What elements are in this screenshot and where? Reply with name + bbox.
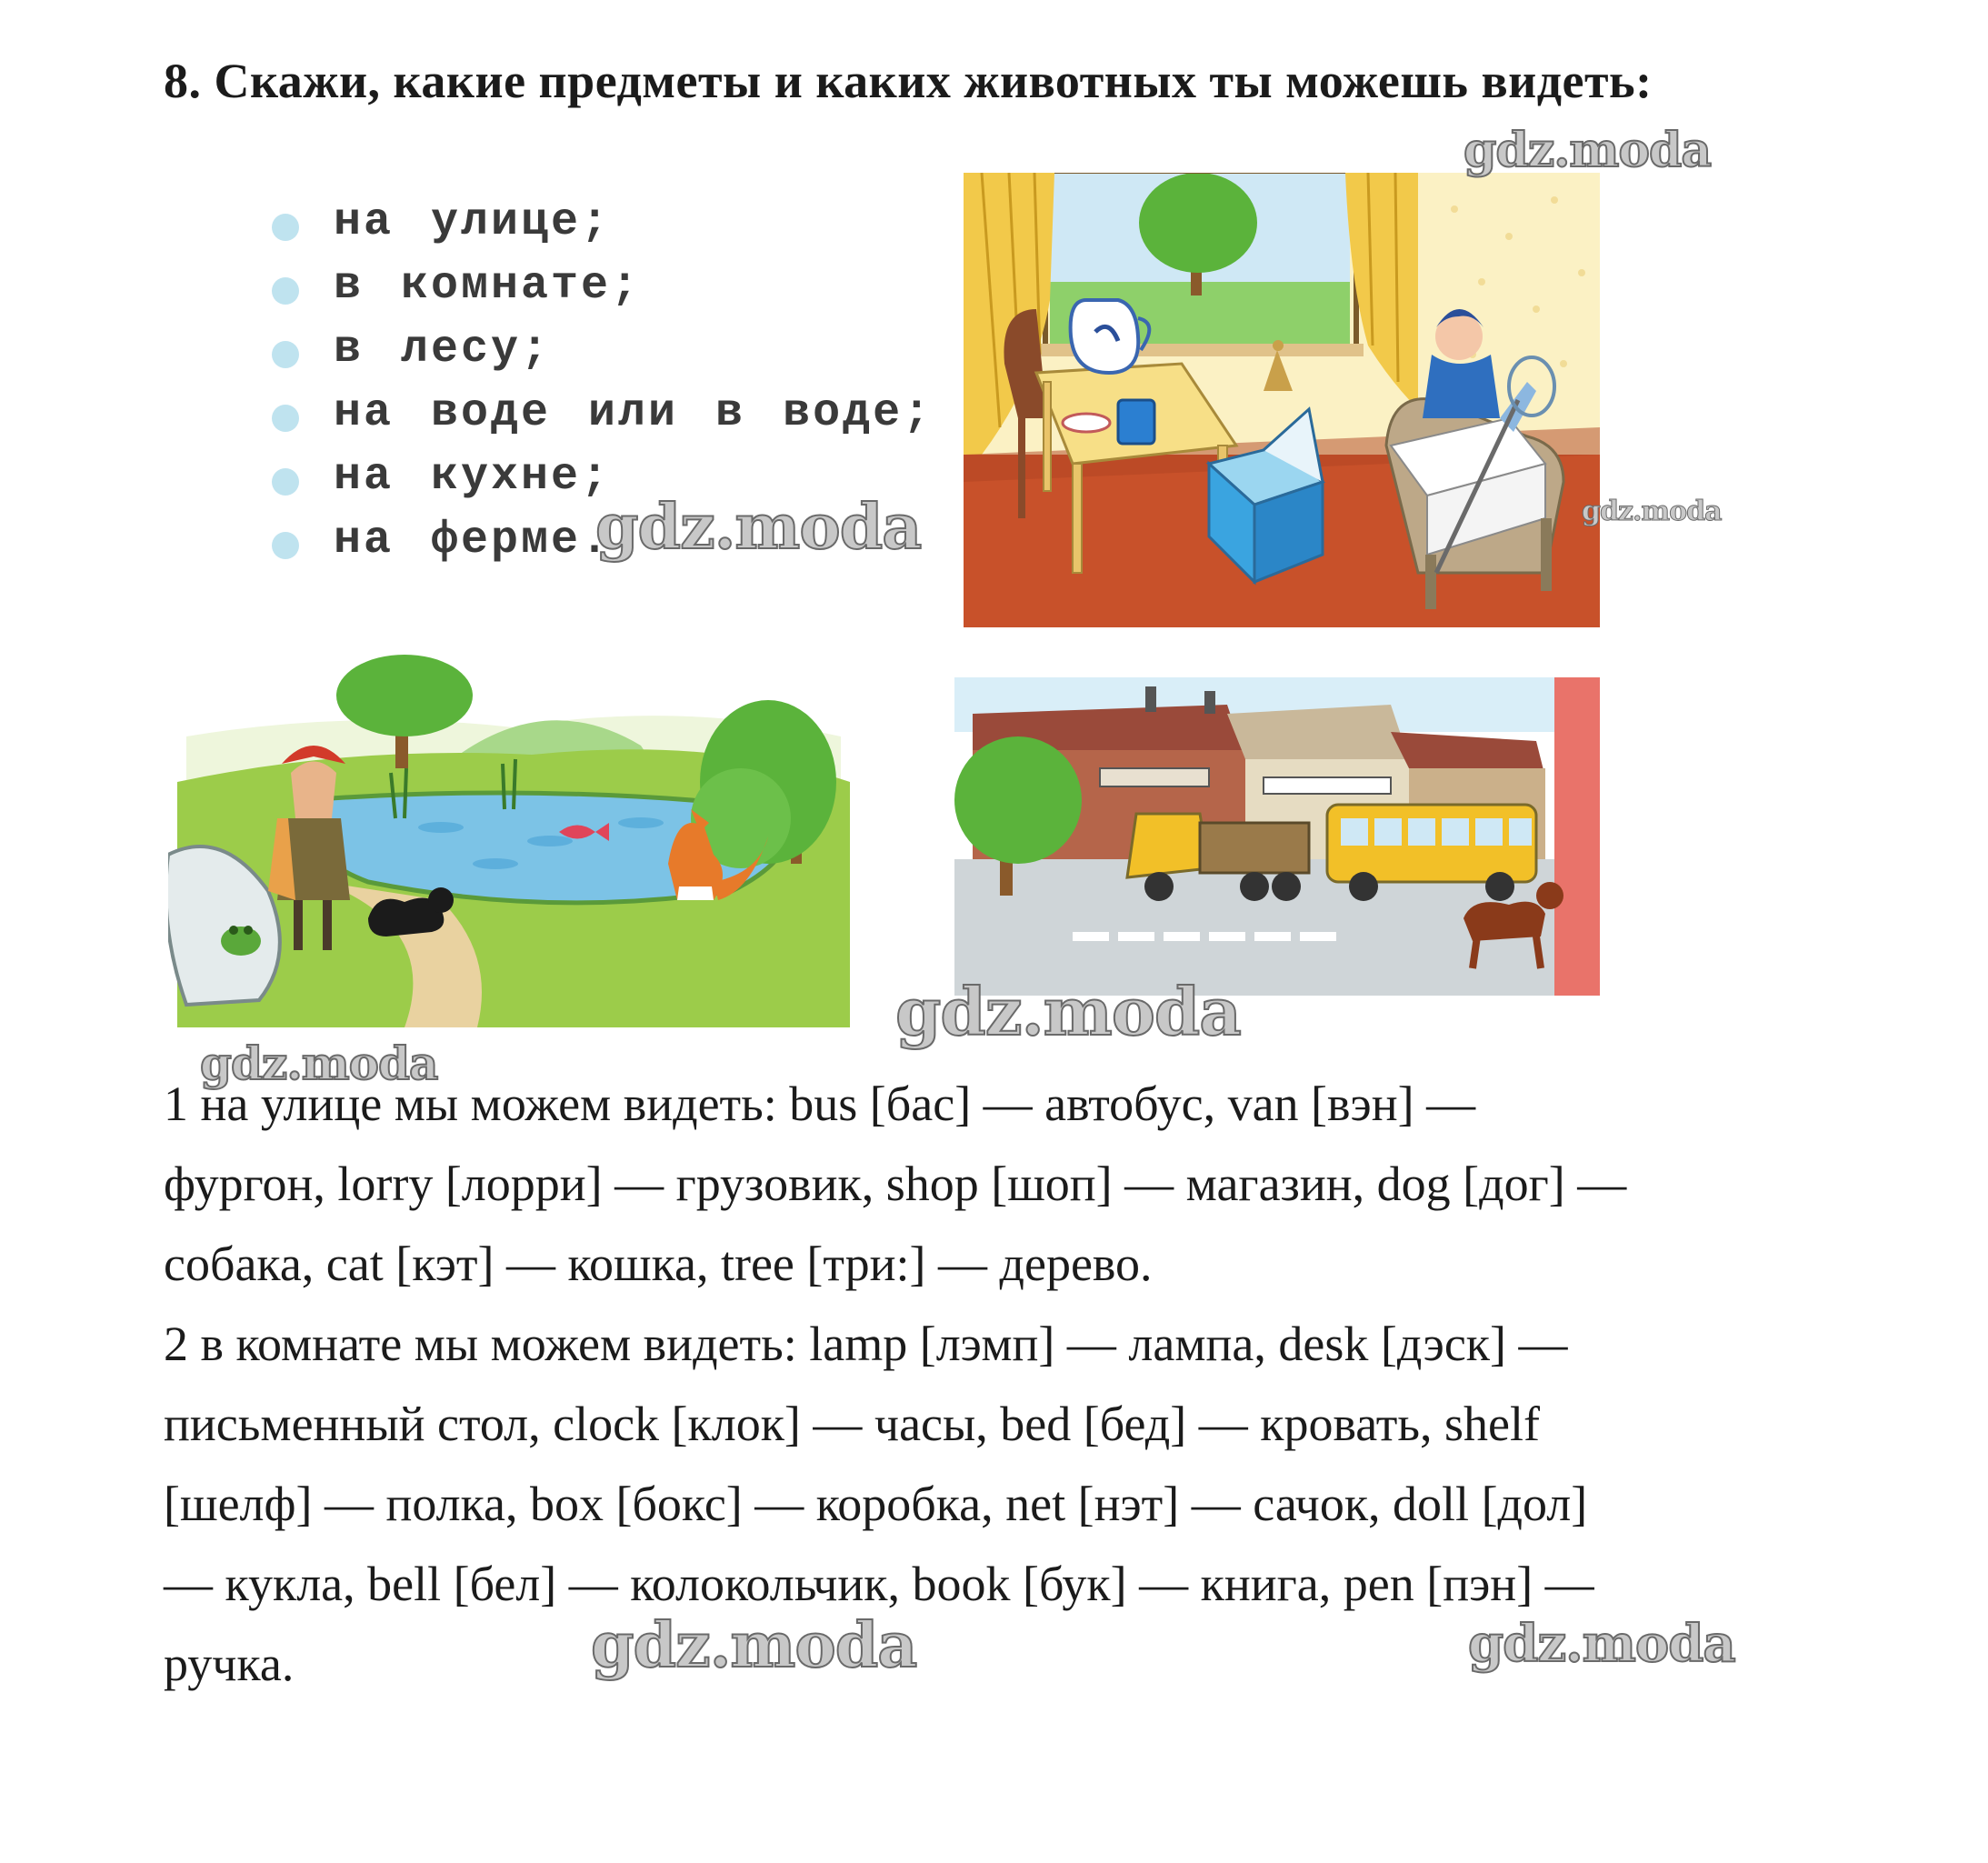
bullet-dot-icon (272, 468, 299, 496)
watermark: gdz.moda (1582, 496, 1722, 527)
watermark: gdz.moda (591, 1609, 917, 1682)
answer-line: письменный стол, clock [клок] — часы, bed [бед] — кровать, shelf (164, 1397, 1541, 1451)
watermark: gdz.moda (595, 491, 922, 564)
bullet-dot-icon (272, 214, 299, 241)
answer-line: 1 на улице мы можем видеть: bus [бас] — автобус, van [вэн] — (164, 1077, 1476, 1131)
task-title: 8. Скажи, какие предметы и каких животных ты можешь видеть: (164, 54, 1653, 108)
answer-line: [шелф] — полка, box [бокс] — коробка, net [нэт] — сачок, doll [дол] (164, 1477, 1588, 1531)
answer-text (164, 1064, 1800, 1704)
watermark: gdz.moda (1468, 1614, 1735, 1674)
watermark: gdz.moda (200, 1037, 438, 1090)
answer-line: собака, cat [кэт] — кошка, tree [три:] — дерево. (164, 1237, 1153, 1291)
pond-picture (168, 655, 859, 1027)
bullet-dot-icon (272, 405, 299, 432)
answer-line: — кукла, bell [бел] — колокольчик, book [бук] — книга, pen [пэн] — (164, 1557, 1594, 1611)
bullet-dot-icon (272, 341, 299, 368)
bullet-dot-icon (272, 532, 299, 559)
answer-line: ручка. (164, 1637, 295, 1691)
watermark: gdz.moda (1464, 123, 1712, 178)
bullet-dot-icon (272, 277, 299, 305)
street-picture (954, 677, 1600, 996)
watermark: gdz.moda (895, 973, 1241, 1050)
room-picture (964, 173, 1600, 627)
answer-line: фургон, lorry [лорри] — грузовик, shop [шоп] — магазин, dog [дог] — (164, 1157, 1627, 1211)
answer-line: 2 в комнате мы можем видеть: lamp [лэмп] — лампа, desk [дэск] — (164, 1317, 1568, 1371)
